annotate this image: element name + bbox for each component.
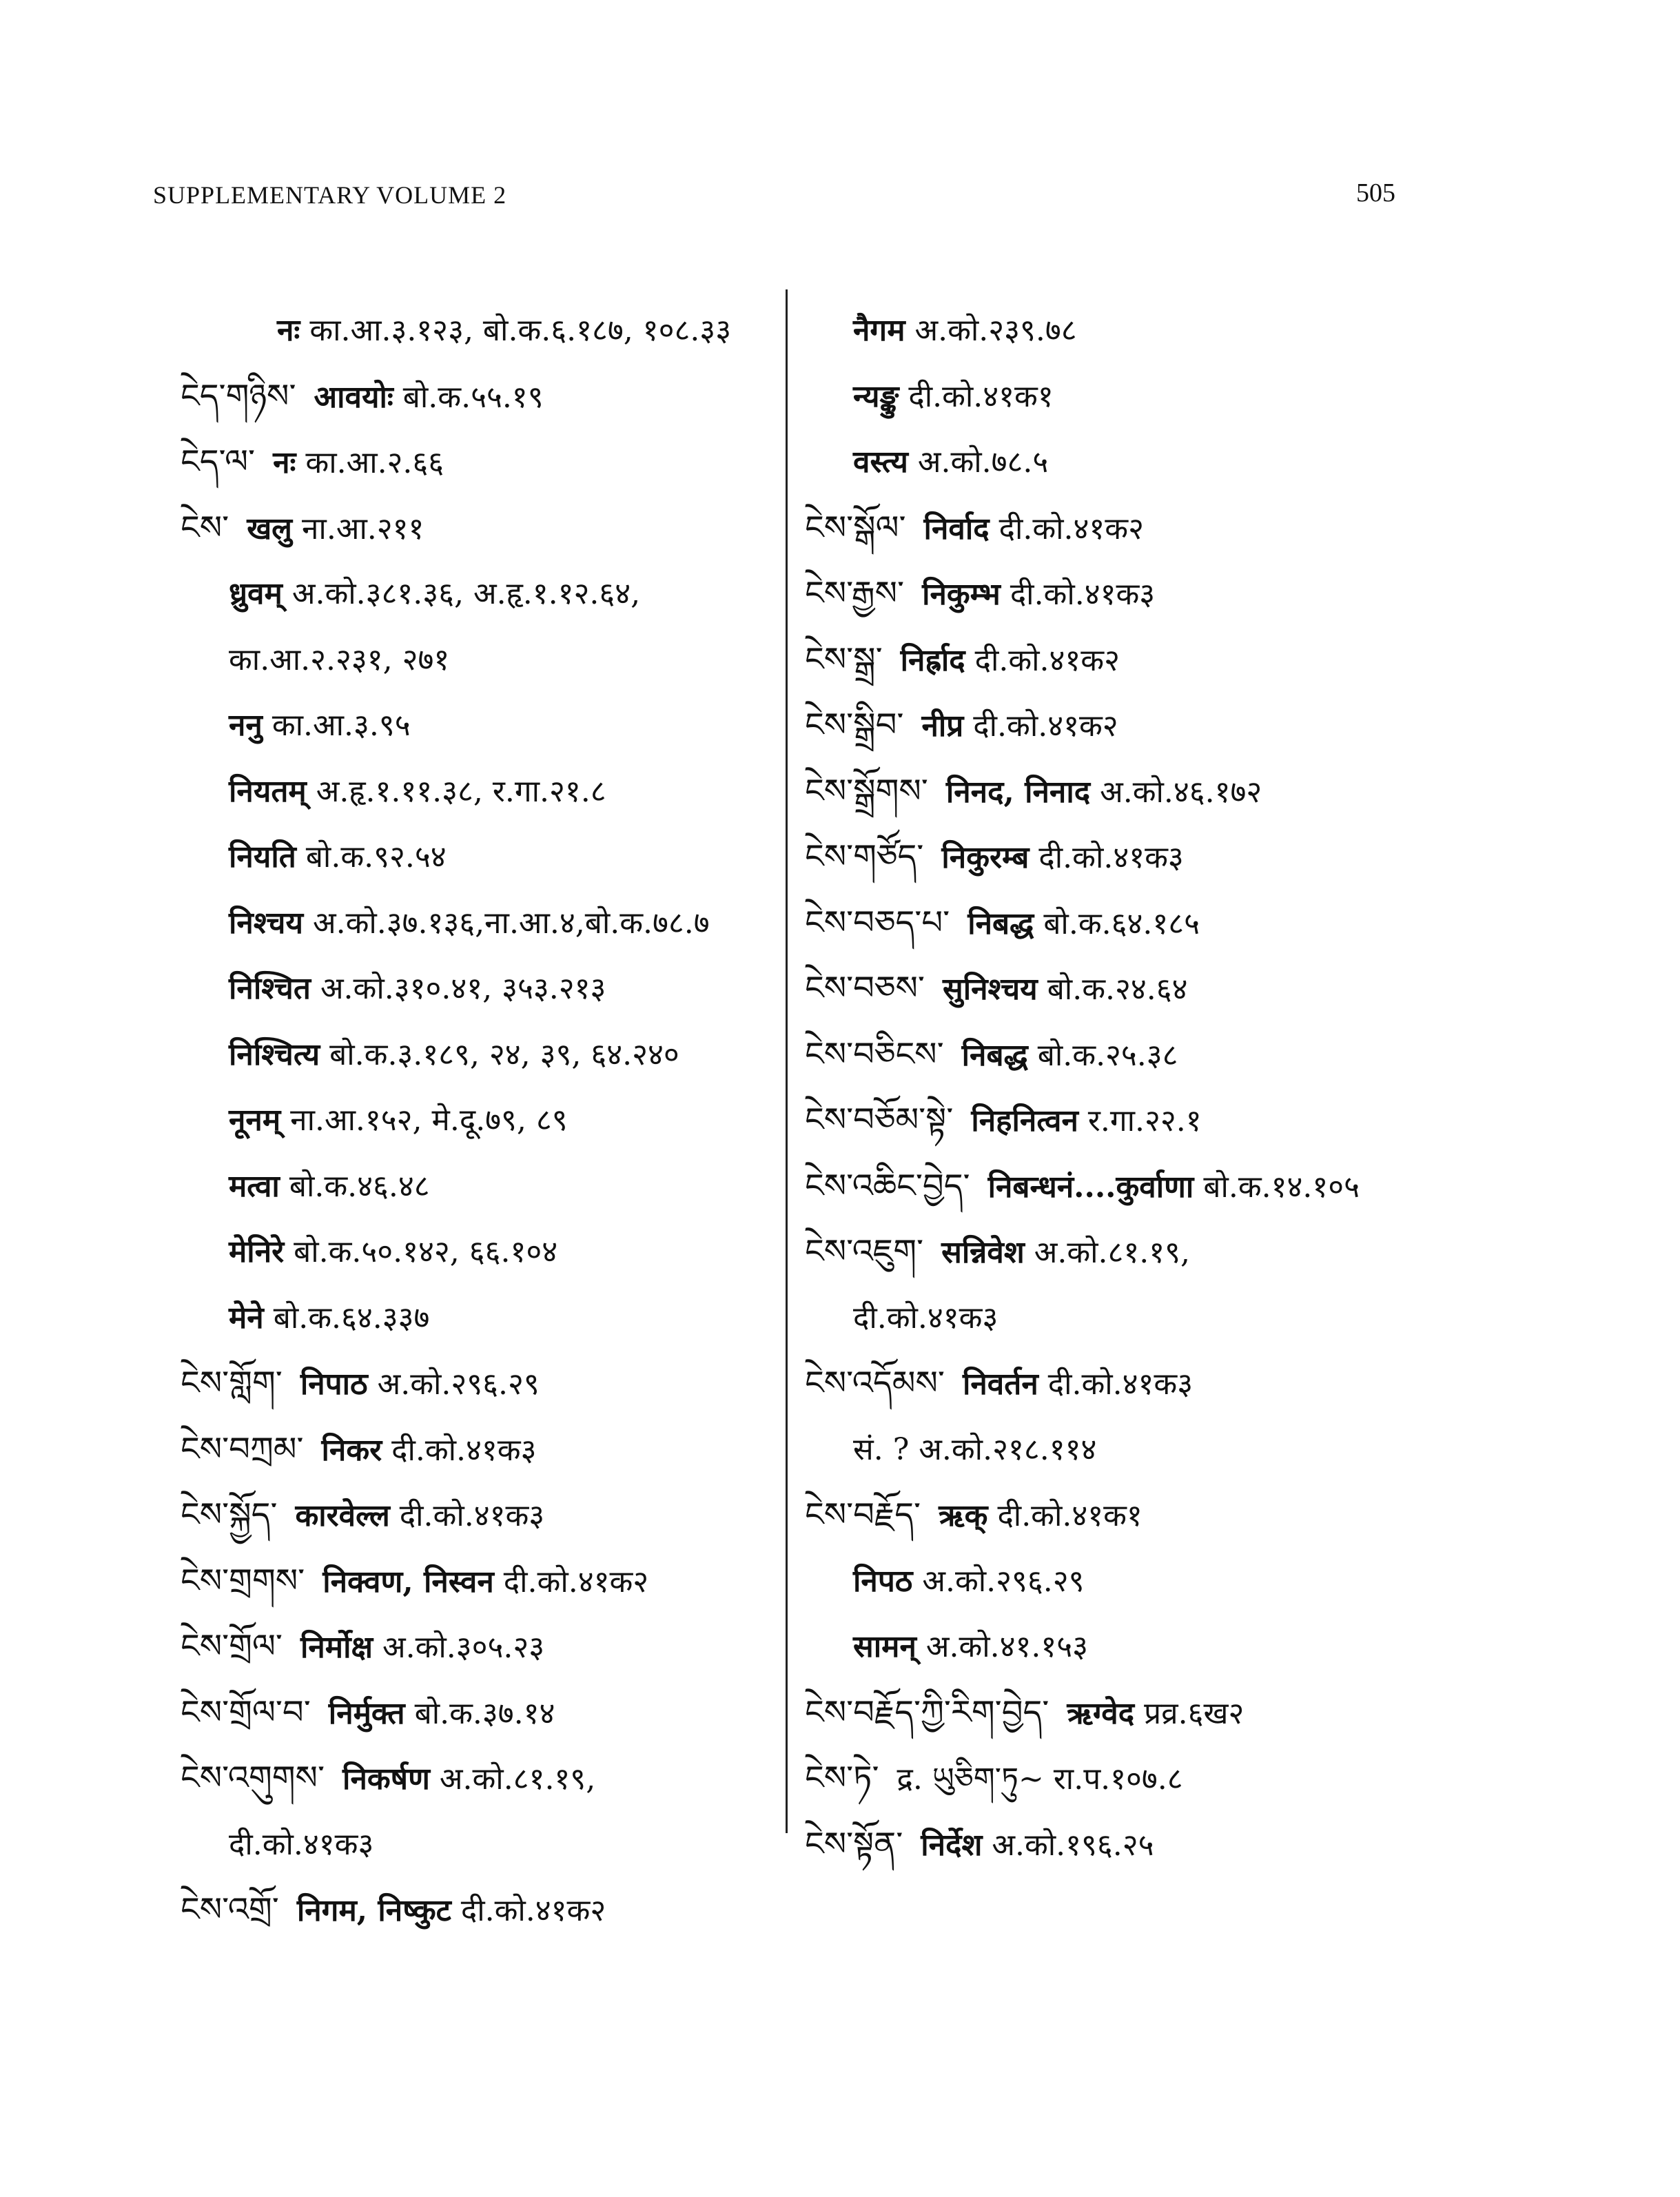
- sanskrit-equivalent: नः: [273, 445, 296, 480]
- source-reference: दी.को.४१क३: [1047, 1367, 1194, 1402]
- sanskrit-equivalent: निश्चय: [229, 905, 303, 941]
- tibetan-headword: ངེས་འགུགས་: [181, 1759, 325, 1797]
- sanskrit-equivalent: निकर: [321, 1432, 382, 1468]
- source-reference: अ.को.८१.१९,: [1034, 1235, 1191, 1270]
- source-reference: का.आ.३.९५: [272, 708, 411, 743]
- dictionary-entry: [805, 1549, 1577, 1615]
- source-reference: अ.को.२९६.२९: [377, 1367, 540, 1402]
- tibetan-headword: ངེས་བརྗོད་: [805, 1495, 921, 1534]
- source-reference: दी.को.४१क३: [853, 1300, 998, 1336]
- sanskrit-equivalent: निकुम्भ: [922, 577, 1001, 612]
- tibetan-headword: ངེས་རྒྱས་: [805, 574, 905, 613]
- tibetan-headword: ངེས་གློག་: [181, 1364, 283, 1402]
- sanskrit-equivalent: नियति: [229, 839, 296, 875]
- tibetan-headword: ངེས་འདོམས་: [805, 1364, 945, 1402]
- dictionary-entry: [805, 1154, 1577, 1220]
- sanskrit-equivalent: ऋक्: [939, 1498, 988, 1533]
- source-reference: दी.को.४१क३: [1010, 577, 1156, 612]
- source-reference: बो.क.३७.१४: [414, 1695, 555, 1731]
- left-column: [181, 298, 773, 1943]
- source-reference: का.आ.३.१२३, बो.क.६.१८७, १०८.३३: [309, 313, 732, 348]
- sanskrit-equivalent: निकर्षण: [342, 1761, 430, 1797]
- sanskrit-equivalent: निकुरम्ब: [941, 840, 1029, 875]
- source-reference: अ.को.३७.१३६,ना.आ.४,बो.क.७८.७: [312, 905, 710, 941]
- dictionary-entry: [805, 890, 1577, 957]
- tibetan-headword: ངེས་བཅིངས་: [805, 1034, 944, 1074]
- dictionary-entry: [805, 429, 1577, 495]
- source-reference: अ.को.१९६.२५: [992, 1827, 1154, 1863]
- source-reference: बो.क.६४.३३७: [273, 1300, 430, 1336]
- dictionary-entry: [181, 1087, 773, 1154]
- sanskrit-equivalent: ऋग्वेद: [1067, 1695, 1135, 1731]
- dictionary-entry: [181, 956, 773, 1022]
- sanskrit-equivalent: सन्निवेश: [941, 1235, 1025, 1270]
- dictionary-entry: [805, 1614, 1577, 1680]
- sanskrit-equivalent: नः: [277, 313, 300, 348]
- tibetan-headword: ངེས་གྲགས་: [181, 1561, 305, 1600]
- source-reference: अ.को.७८.५: [917, 444, 1049, 480]
- tibetan-headword: ངེས་སྒྲ་: [805, 640, 883, 679]
- sanskrit-equivalent: नूनम्: [229, 1103, 281, 1138]
- source-reference: का.आ.२.६६: [305, 445, 444, 480]
- sanskrit-equivalent: निर्ह्राद: [900, 642, 965, 678]
- source-reference: ना.आ.१५२, मे.दू.७९, ८९: [290, 1103, 568, 1138]
- source-reference: बो.क.१४.१०५: [1203, 1169, 1360, 1205]
- sanskrit-equivalent: ननु: [229, 708, 263, 743]
- dictionary-entry: [181, 1746, 773, 1812]
- source-reference: दी.को.४१क२: [503, 1564, 649, 1600]
- tibetan-headword: ངེས་སྟོན་: [805, 1824, 903, 1863]
- source-reference: दी.को.४१क२: [974, 642, 1120, 678]
- dictionary-entry: [805, 1482, 1577, 1549]
- dictionary-entry: [805, 759, 1577, 825]
- sanskrit-equivalent: निपाठ: [300, 1367, 368, 1402]
- dictionary-entry: [805, 1219, 1577, 1285]
- source-reference: दी.को.४१क३: [1038, 840, 1184, 875]
- tibetan-headword: ངེད་ལ་: [181, 442, 256, 481]
- tibetan-headword: ངེས་ཏེ་: [805, 1759, 879, 1797]
- dictionary-entry: [181, 1680, 773, 1746]
- dictionary-entry: [181, 1417, 773, 1483]
- source-reference: बो.क.९२.५४: [305, 839, 447, 875]
- dictionary-entry: [181, 759, 773, 825]
- dictionary-entry: [805, 1022, 1577, 1088]
- tibetan-headword: ངེས་བཅད་པ་: [805, 903, 950, 942]
- dictionary-entry: [181, 1812, 773, 1878]
- sanskrit-equivalent: निर्मुक्त: [328, 1695, 405, 1731]
- source-reference: दी.को.४१क१: [908, 378, 1054, 414]
- source-reference: का.आ.२.२३१, २७१: [229, 642, 450, 677]
- dictionary-entry: [181, 693, 773, 759]
- source-reference: अ.को.८१.१९,: [439, 1761, 596, 1797]
- source-reference: दी.को.४१क२: [460, 1893, 606, 1928]
- source-reference: द्र. ཡུཅིག་ཏུ~ रा.प.१०७.८: [897, 1761, 1183, 1797]
- sanskrit-equivalent: नीप्र: [921, 708, 964, 744]
- tibetan-headword: ངེས་བཅས་: [805, 969, 925, 1008]
- dictionary-entry: [181, 627, 773, 693]
- source-reference: दी.को.४१क२: [973, 708, 1118, 744]
- dictionary-entry: [805, 1351, 1577, 1417]
- source-reference: प्रव्र.६ख२: [1144, 1695, 1244, 1731]
- sanskrit-equivalent: मत्वा: [229, 1168, 280, 1204]
- sanskrit-equivalent: निश्चित्य: [229, 1036, 320, 1072]
- dictionary-entry: [805, 956, 1577, 1022]
- source-reference: बो.क.५५.१९: [402, 379, 544, 415]
- dictionary-entry: [181, 1549, 773, 1615]
- source-reference: अ.को.३१०.४१, ३५३.२१३: [320, 971, 606, 1006]
- dictionary-entry: [181, 561, 773, 627]
- source-reference: अ.को.२९६.२९: [922, 1563, 1085, 1599]
- source-reference: अ.हृ.१.११.३८, र.गा.२१.८: [316, 773, 606, 809]
- tibetan-headword: ངེས་འགྲོ་: [181, 1890, 279, 1929]
- dictionary-entry: [805, 627, 1577, 693]
- sanskrit-equivalent: निवर्तन: [962, 1367, 1038, 1402]
- source-reference: बो.क.२५.३८: [1037, 1037, 1178, 1073]
- running-header: SUPPLEMENTARY VOLUME 2: [153, 181, 507, 209]
- sanskrit-equivalent: निर्देश: [921, 1827, 983, 1863]
- sanskrit-equivalent: निर्वाद: [923, 511, 990, 546]
- dictionary-entry: [181, 364, 773, 430]
- dictionary-entry: [181, 824, 773, 890]
- source-reference: बो.क.३.१८९, २४, ३९, ६४.२४०: [329, 1036, 679, 1072]
- tibetan-headword: ངེད་གཉིས་: [181, 376, 296, 416]
- tibetan-headword: ངེས་: [181, 508, 229, 547]
- tibetan-headword: ངེས་གཙོད་: [805, 837, 924, 876]
- dictionary-entry: [805, 1680, 1577, 1746]
- right-column: [805, 298, 1577, 1877]
- sanskrit-equivalent: सुनिश्चय: [942, 972, 1038, 1007]
- tibetan-headword: ངེས་བཅོམ་སྟེ་: [805, 1101, 954, 1139]
- source-reference: बो.क.२४.६४: [1047, 972, 1188, 1007]
- source-reference: दी.को.४१क३: [229, 1826, 374, 1862]
- tibetan-headword: ངེས་སྒོལ་: [805, 508, 906, 547]
- sanskrit-equivalent: नियतम्: [229, 773, 307, 809]
- dictionary-entry: [181, 1154, 773, 1220]
- dictionary-entry: [805, 1746, 1577, 1812]
- source-reference: अ.को.३८१.३६, अ.हृ.१.१२.६४,: [291, 576, 641, 611]
- dictionary-entry: [181, 1877, 773, 1943]
- sanskrit-equivalent: आवयोः: [314, 379, 393, 415]
- sanskrit-equivalent: खलु: [247, 511, 293, 546]
- source-reference: अ.को.४६.१७२: [1100, 774, 1262, 810]
- source-reference: दी.को.४१क३: [391, 1432, 537, 1468]
- tibetan-headword: ངེས་འཇུག་: [805, 1232, 924, 1271]
- sanskrit-equivalent: न्यङ्कु: [853, 378, 899, 414]
- dictionary-entry: [805, 298, 1577, 364]
- sanskrit-equivalent: निबद्ध: [967, 906, 1034, 941]
- source-reference: अ.को.४१.१५३: [925, 1629, 1089, 1664]
- source-reference: र.गा.२२.१: [1087, 1103, 1202, 1138]
- tibetan-headword: ངེས་སྒྲོགས་: [805, 771, 928, 810]
- sanskrit-equivalent: निहनित्वन: [971, 1103, 1078, 1138]
- source-reference: अ.को.२३९.७८: [914, 313, 1077, 348]
- dictionary-entry: [805, 364, 1577, 430]
- dictionary-entry: [181, 1219, 773, 1285]
- dictionary-entry: [181, 1614, 773, 1680]
- sanskrit-equivalent: निपठ: [853, 1563, 913, 1599]
- sanskrit-equivalent: मेने: [229, 1300, 264, 1336]
- sanskrit-equivalent: निबन्धनं....कुर्वाणा: [987, 1169, 1194, 1205]
- dictionary-entry: [805, 495, 1577, 562]
- dictionary-entry: [181, 1022, 773, 1088]
- source-reference: बो.क.५०.१४२, ६६.१०४: [294, 1234, 558, 1269]
- sanskrit-equivalent: निबद्ध: [961, 1037, 1028, 1073]
- dictionary-entry: [181, 1482, 773, 1549]
- tibetan-headword: ངེས་གྲོལ་: [181, 1627, 283, 1666]
- column-divider: [786, 289, 788, 1833]
- tibetan-headword: ངེས་བཀྲམ་: [181, 1429, 304, 1469]
- dictionary-entry: [181, 1285, 773, 1351]
- dictionary-entry: [805, 1285, 1577, 1351]
- sanskrit-equivalent: सामन्: [853, 1629, 916, 1664]
- sanskrit-equivalent: कारवेल्ल: [295, 1498, 390, 1533]
- dictionary-entry: [181, 429, 773, 495]
- dictionary-entry: [805, 1812, 1577, 1878]
- sanskrit-equivalent: निगम, निष्कुट: [296, 1893, 451, 1928]
- sanskrit-equivalent: निर्मोक्ष: [300, 1630, 373, 1665]
- tibetan-headword: ངེས་བརྗོད་ཀྱི་རིག་བྱེད་: [805, 1693, 1049, 1732]
- source-reference: ना.आ.२११: [302, 511, 424, 546]
- dictionary-entry: [805, 1087, 1577, 1154]
- sanskrit-equivalent: ध्रुवम्: [229, 576, 283, 611]
- dictionary-entry: [805, 824, 1577, 890]
- source-reference: अ.को.३०५.२३: [382, 1630, 545, 1665]
- dictionary-entry: [805, 1417, 1577, 1483]
- sanskrit-equivalent: मेनिरे: [229, 1234, 285, 1269]
- page-number: 505: [1356, 178, 1395, 207]
- dictionary-entry: [805, 693, 1577, 759]
- source-reference: दी.को.४१क२: [998, 511, 1144, 546]
- dictionary-entry: [181, 890, 773, 957]
- tibetan-headword: ངེས་སྐྱོད་: [181, 1495, 278, 1534]
- dictionary-entry: [181, 1351, 773, 1417]
- source-reference: दी.को.४१क१: [997, 1498, 1143, 1533]
- source-reference: सं. ? अ.को.२१८.११४: [853, 1431, 1097, 1467]
- source-reference: बो.क.४६.४८: [289, 1168, 430, 1204]
- source-reference: दी.को.४१क३: [399, 1498, 545, 1533]
- tibetan-headword: ངེས་སྒྲིབ་: [805, 706, 904, 744]
- sanskrit-equivalent: वस्त्य: [853, 444, 908, 480]
- dictionary-entry: [181, 495, 773, 562]
- tibetan-headword: ངེས་འཆིང་བྱེད་: [805, 1166, 970, 1205]
- sanskrit-equivalent: निश्चित: [229, 971, 311, 1006]
- sanskrit-equivalent: नैगम: [853, 313, 905, 348]
- sanskrit-equivalent: निक्वण, निस्वन: [322, 1564, 494, 1600]
- sanskrit-equivalent: निनद, निनाद: [945, 774, 1091, 810]
- source-reference: बो.क.६४.१८५: [1043, 906, 1200, 941]
- tibetan-headword: ངེས་གྲོལ་བ་: [181, 1693, 311, 1732]
- dictionary-entry: [181, 298, 773, 364]
- dictionary-entry: [805, 561, 1577, 627]
